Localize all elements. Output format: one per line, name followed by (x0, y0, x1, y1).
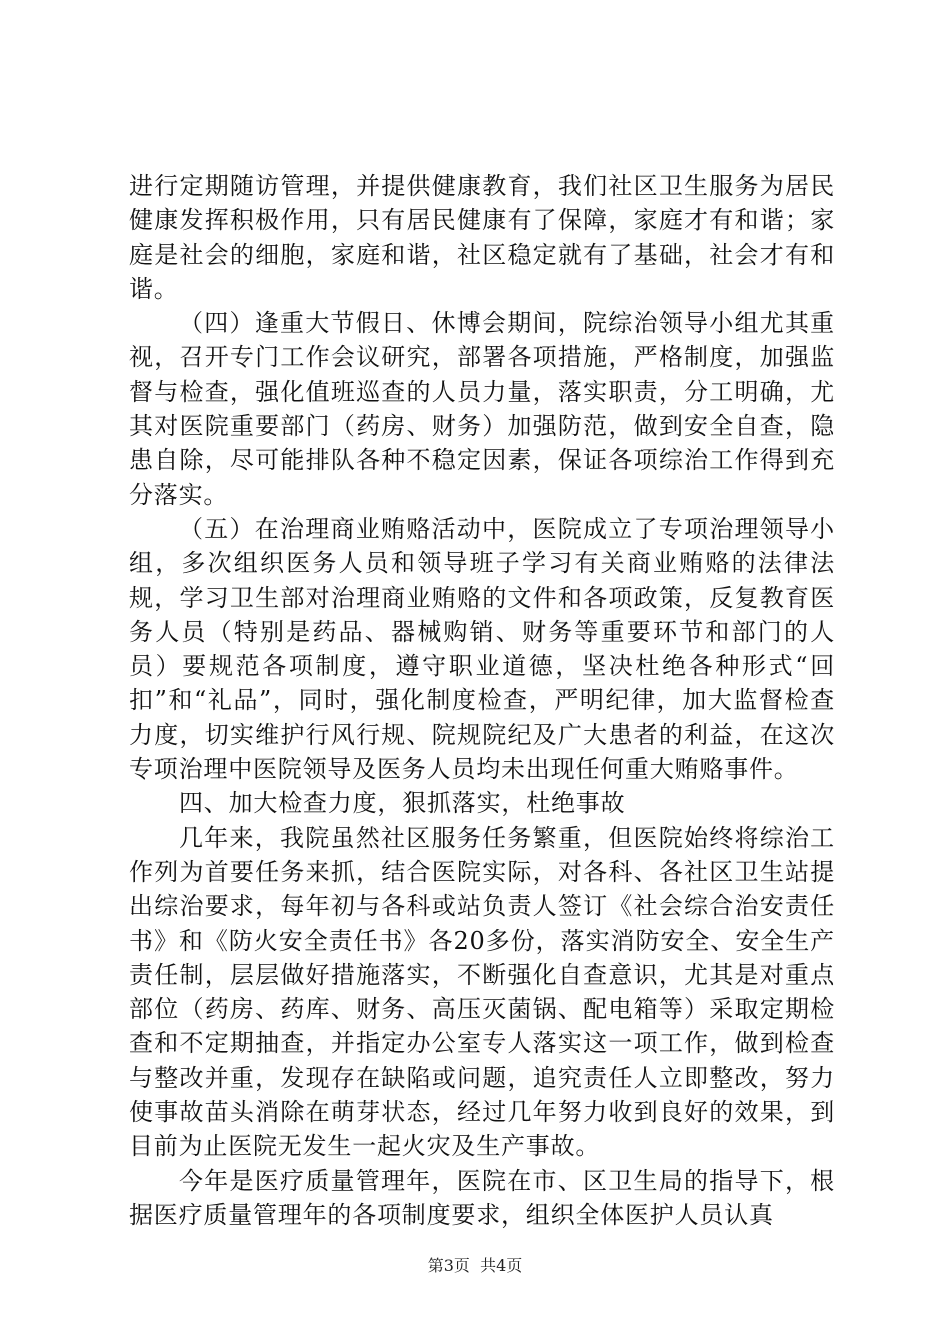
paragraph-quality-year: 今年是医疗质量管理年，医院在市、区卫生局的指导下，根据医疗质量管理年的各项制度要求，组织全体医护人员认真 (129, 1166, 835, 1229)
page-number: 第3页 共4页 (427, 1256, 523, 1275)
paragraph-inspection: 几年来，我院虽然社区服务任务繁重，但医院始终将综治工作列为首要任务来抓，结合医院实际，对各科、各社区卫生站提出综治要求，每年初与各科或站负责人签订《社会综合治安责任书》和《防火安全责任书》各20多份，落实消防安全、安全生产责任制，层层做好措施落实，不断强化自查意识，尤其是对重点部位（药房、药库、财务、高压灭菌锅、配电箱等）采取定期检查和不定期抽查，并指定办公室专人落实这一项工作，做到检查与整改并重，发现存在缺陷或问题，追究责任人立即整改，努力使事故苗头消除在萌芽状态，经过几年努力收到良好的效果，到目前为止医院无发生一起火灾及生产事故。 (129, 823, 835, 1161)
paragraph-continued: 进行定期随访管理，并提供健康教育，我们社区卫生服务为居民健康发挥积极作用，只有居民健康有了保障，家庭才有和谐；家庭是社会的细胞，家庭和谐，社区稳定就有了基础，社会才有和谐。 (129, 172, 835, 303)
paragraph-item-five: （五）在治理商业贿赂活动中，医院成立了专项治理领导小组，多次组织医务人员和领导班子学习有关商业贿赂的法律法规，学习卫生部对治理商业贿赂的文件和各项政策，反复教育医务人员（特别是药品、器械购销、财务等重要环节和部门的人员）要规范各项制度，遵守职业道德，坚决杜绝各种形式“回扣”和“礼品”，同时，强化制度检查，严明纪律，加大监督检查力度，切实维护行风行规、院规院纪及广大患者的利益，在这次专项治理中医院领导及医务人员均未出现任何重大贿赂事件。 (129, 514, 835, 784)
document-body (129, 169, 835, 1232)
page-footer (0, 1253, 950, 1276)
paragraph-item-four: （四）逢重大节假日、休博会期间，院综治领导小组尤其重视，召开专门工作会议研究，部署各项措施，严格制度，加强监督与检查，强化值班巡查的人员力量，落实职责，分工明确，尤其对医院重要部门（药房、财务）加强防范，做到安全自查，隐患自除，尽可能排队各种不稳定因素，保证各项综治工作得到充分落实。 (129, 309, 835, 509)
section-heading-four: 四、加大检查力度，狠抓落实，杜绝事故 (179, 789, 626, 818)
